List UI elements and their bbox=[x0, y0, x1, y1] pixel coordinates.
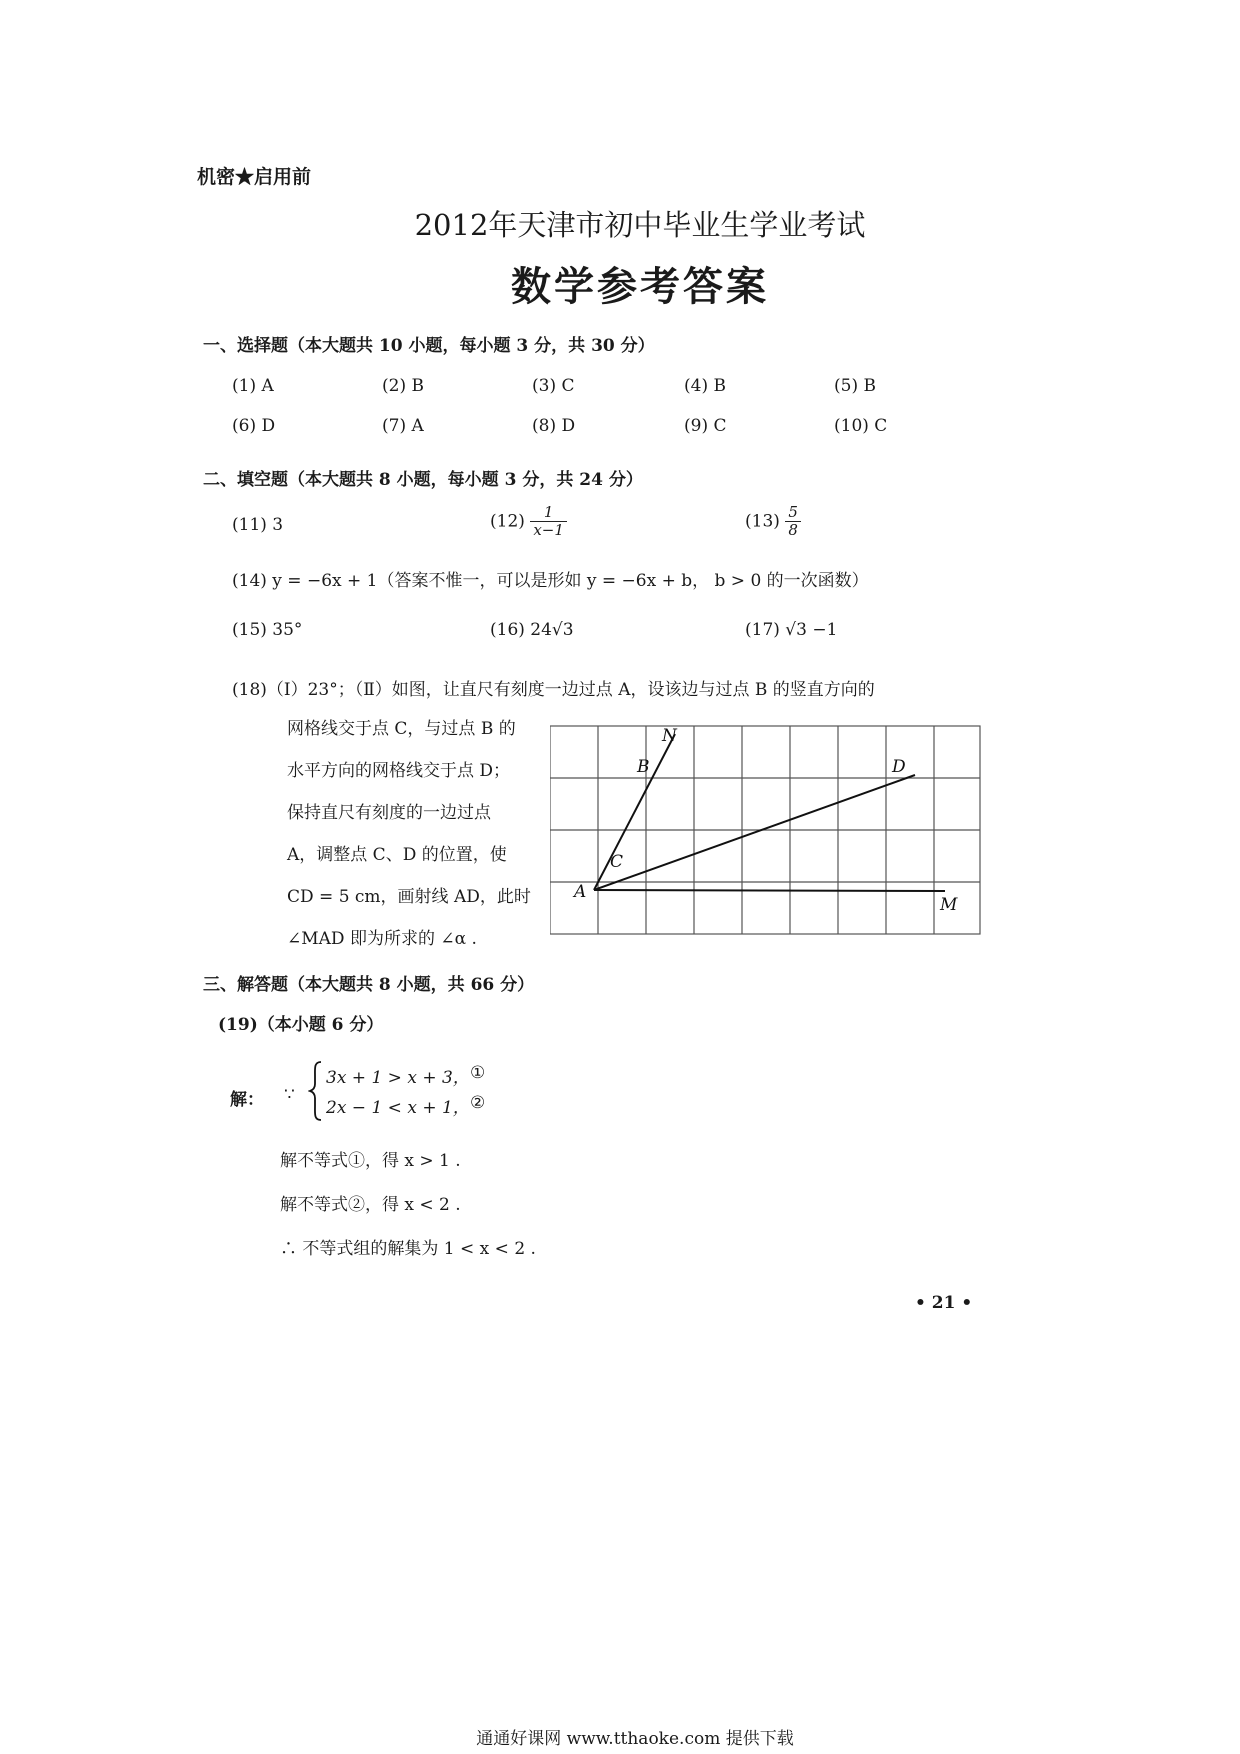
fraction-numerator: 5 bbox=[785, 504, 801, 522]
confidential-label: 机密★启用前 bbox=[197, 166, 312, 188]
label-M: M bbox=[940, 895, 958, 915]
answer-13-fraction bbox=[785, 504, 801, 540]
inequality-2-mark: ② bbox=[470, 1093, 486, 1113]
solution-step-2: 解不等式②，得 x < 2 . bbox=[280, 1195, 461, 1215]
answer-12-fraction bbox=[530, 504, 567, 540]
section3-heading: 三、解答题（本大题共 8 小题，共 66 分） bbox=[203, 975, 535, 995]
answer-18-text-3: 保持直尺有刻度的一边过点 bbox=[287, 803, 491, 823]
answer-13 bbox=[745, 504, 801, 540]
answer-11: (11) 3 bbox=[232, 515, 284, 535]
answer-18-line1: (18)（Ⅰ）23°；（Ⅱ）如图，让直尺有刻度一边过点 A，设该边与过点 B 的竖直方向的 bbox=[232, 680, 875, 700]
label-A: A bbox=[574, 882, 587, 902]
ray-AN bbox=[594, 734, 675, 890]
answer-5: (5) B bbox=[834, 376, 876, 396]
section2-heading: 二、填空题（本大题共 8 小题，每小题 3 分，共 24 分） bbox=[203, 470, 643, 490]
answer-12-label: (12) bbox=[490, 511, 525, 532]
footer-credit: 通通好课网 www.tthaoke.com 提供下载 bbox=[476, 1729, 794, 1749]
answer-18-text-6: ∠MAD 即为所求的 ∠α . bbox=[287, 929, 477, 949]
ray-AD bbox=[594, 775, 915, 890]
grid-lines bbox=[550, 726, 980, 934]
label-N: N bbox=[662, 726, 677, 746]
section1-heading: 一、选择题（本大题共 10 小题，每小题 3 分，共 30 分） bbox=[203, 336, 655, 356]
fraction-denominator: 8 bbox=[788, 521, 798, 540]
exam-title: 2012年天津市初中毕业生学业考试 bbox=[414, 208, 866, 242]
answer-10: (10) C bbox=[834, 416, 888, 436]
solution-conclusion: ∴ 不等式组的解集为 1 < x < 2 . bbox=[280, 1239, 536, 1259]
answer-18-text-5: CD = 5 cm，画射线 AD，此时 bbox=[287, 887, 531, 907]
answer-2: (2) B bbox=[382, 376, 424, 396]
answer-7: (7) A bbox=[382, 416, 424, 436]
answer-9: (9) C bbox=[684, 416, 727, 436]
inequality-1: 3x + 1 > x + 3， bbox=[326, 1068, 470, 1088]
label-D: D bbox=[892, 757, 906, 777]
answer-6: (6) D bbox=[232, 416, 276, 436]
grid-figure bbox=[550, 722, 984, 940]
solution-label: 解： bbox=[230, 1090, 264, 1110]
fraction-denominator: x−1 bbox=[533, 521, 564, 540]
answer-4: (4) B bbox=[684, 376, 726, 396]
label-C: C bbox=[610, 852, 624, 872]
answer-18-text-4: A，调整点 C、D 的位置，使 bbox=[287, 845, 507, 865]
solution-step-1: 解不等式①，得 x > 1 . bbox=[280, 1151, 461, 1171]
answer-18-text-2: 水平方向的网格线交于点 D； bbox=[287, 761, 511, 781]
fraction-numerator: 1 bbox=[530, 504, 567, 522]
system-brace bbox=[308, 1060, 324, 1122]
ray-AM bbox=[594, 890, 945, 891]
answer-12 bbox=[490, 504, 567, 540]
answer-15: (15) 35° bbox=[232, 620, 303, 640]
inequality-1-mark: ① bbox=[470, 1063, 486, 1083]
answer-18-text-1: 网格线交于点 C，与过点 B 的 bbox=[287, 719, 516, 739]
answer-16: (16) 24√3 bbox=[490, 620, 574, 640]
answer-3: (3) C bbox=[532, 376, 575, 396]
label-B: B bbox=[637, 757, 650, 777]
brace-path bbox=[310, 1062, 321, 1120]
answer-13-label: (13) bbox=[745, 511, 780, 532]
inequality-2: 2x − 1 < x + 1， bbox=[326, 1098, 470, 1118]
answer-8: (8) D bbox=[532, 416, 576, 436]
answer-key-title: 数学参考答案 bbox=[511, 263, 769, 310]
answer-1: (1) A bbox=[232, 376, 274, 396]
because-symbol: ∵ bbox=[284, 1085, 295, 1105]
answer-14: (14) y = −6x + 1（答案不惟一，可以是形如 y = −6x + b， b > 0 的一次函数） bbox=[232, 571, 869, 591]
page-number: • 21 • bbox=[915, 1293, 973, 1313]
answer-17: (17) √3 −1 bbox=[745, 620, 838, 640]
question19-title: (19)（本小题 6 分） bbox=[218, 1015, 384, 1035]
